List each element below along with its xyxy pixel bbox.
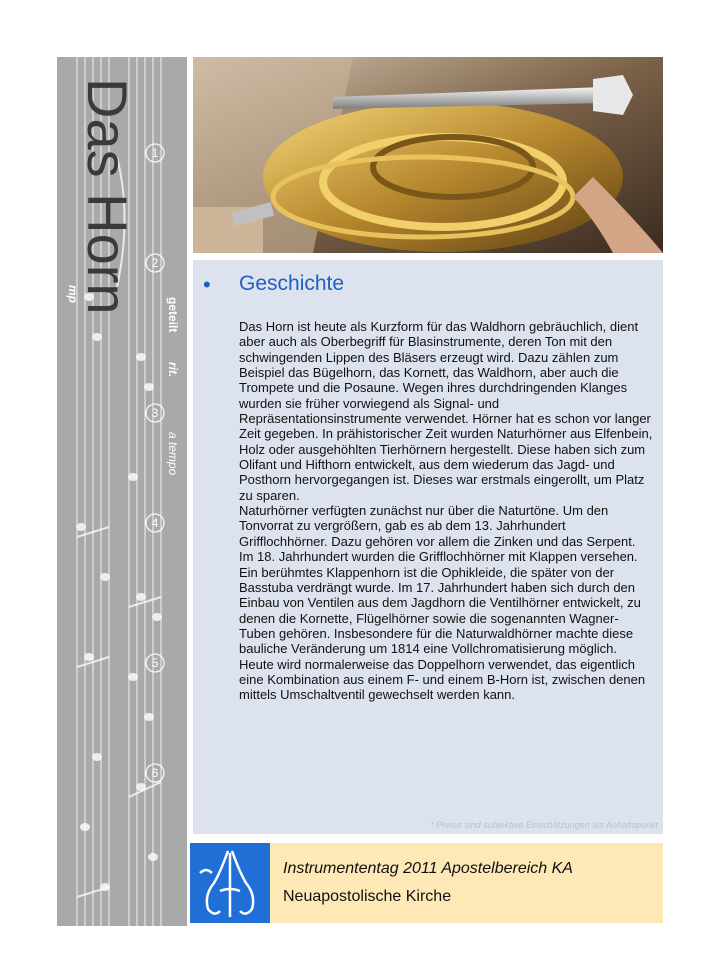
footnote: * Preise sind subjektive Einschätzungen als Anhaltspunkt: [430, 820, 658, 830]
measure-number: 4: [151, 516, 159, 530]
footer-church-line: Neuapostolische Kirche: [283, 888, 452, 905]
church-logo: [190, 843, 270, 923]
body-text: [239, 319, 653, 703]
horn-photo: [193, 57, 663, 253]
score-marking: a tempo: [166, 432, 180, 476]
measure-number: 2: [151, 256, 159, 270]
measure-number: 6: [151, 766, 159, 780]
document-title: [76, 78, 144, 408]
measure-number: 3: [151, 406, 159, 420]
bullet-point: •: [203, 272, 211, 297]
measure-number: 5: [151, 656, 159, 670]
score-marking: rit.: [166, 362, 180, 378]
horn-image: [193, 57, 663, 253]
document-title-text: Das Horn: [76, 78, 139, 315]
content-panel: [193, 260, 663, 834]
measure-number: 1: [151, 146, 159, 160]
paragraph: Naturhörner verfügten zunächst nur über die Naturtöne. Um den Tonvorrat zu vergrößern, gab es ab dem 13. Jahrhundert Grifflochhörner. Dazu gehören vor allem die Zinken und das Serpent. Im 18. Jahrhundert wurden die Grifflochhörner mit Klappen versehen. Ein berühmtes Klappenhorn ist die Ophikleide, die später von der Basstuba verdrängt wurde. Im 17. Jahrhundert haben sich durch den Einbau von Ventilen aus dem Jagdhorn die Ventilhörner entwickelt, zu denen die Kornette, Flügelhörner sowie die sogenannten Wagner-Tuben gehören. Insbesondere für die Naturwaldhörner machte diese bauliche Veränderung um 1814 eine Vollchromatisierung möglich.: [239, 503, 641, 657]
footer: [193, 843, 663, 923]
score-marking: geteilt: [166, 297, 180, 333]
score-marking: mp: [66, 285, 80, 303]
section-heading: Geschichte: [239, 272, 345, 295]
paragraph: Das Horn ist heute als Kurzform für das Waldhorn gebräuchlich, dient aber auch als Oberbegriff für Blasinstrumente, deren Ton mit den schwingenden Lippen des Bläsers erzeugt wird. Dazu zählen zum Beispiel das Bügelhorn, das Kornett, das Waldhorn, aber auch die Trompete und die Posaune. Wegen ihres durchdringenden Klanges wurden sie früher vorwiegend als Signal- und Repräsentationsinstrumente verwendet. Hörner hat es schon vor langer Zeit gegeben. In prähistorischer Zeit wurden Naturhörner aus Elfenbein, Holz oder ausgehöhlten Tierhörnern hergestellt. Diese haben sich zum Olifant und Hifthorn entwickelt, aus dem wiederum das Jagd- und Posthorn hervorgegangen ist. Dieses war erstmals eingerollt, um Platz zu sparen.: [239, 319, 653, 503]
footer-event-line: Instrumententag 2011 Apostelbereich KA: [283, 860, 573, 877]
logo-icon: [190, 843, 270, 923]
paragraph: Heute wird normalerweise das Doppelhorn verwendet, das eigentlich eine Kombination aus einem F- und einem B-Horn ist, zwischen denen mittels Umschaltventil gewechselt werden kann.: [239, 656, 646, 703]
